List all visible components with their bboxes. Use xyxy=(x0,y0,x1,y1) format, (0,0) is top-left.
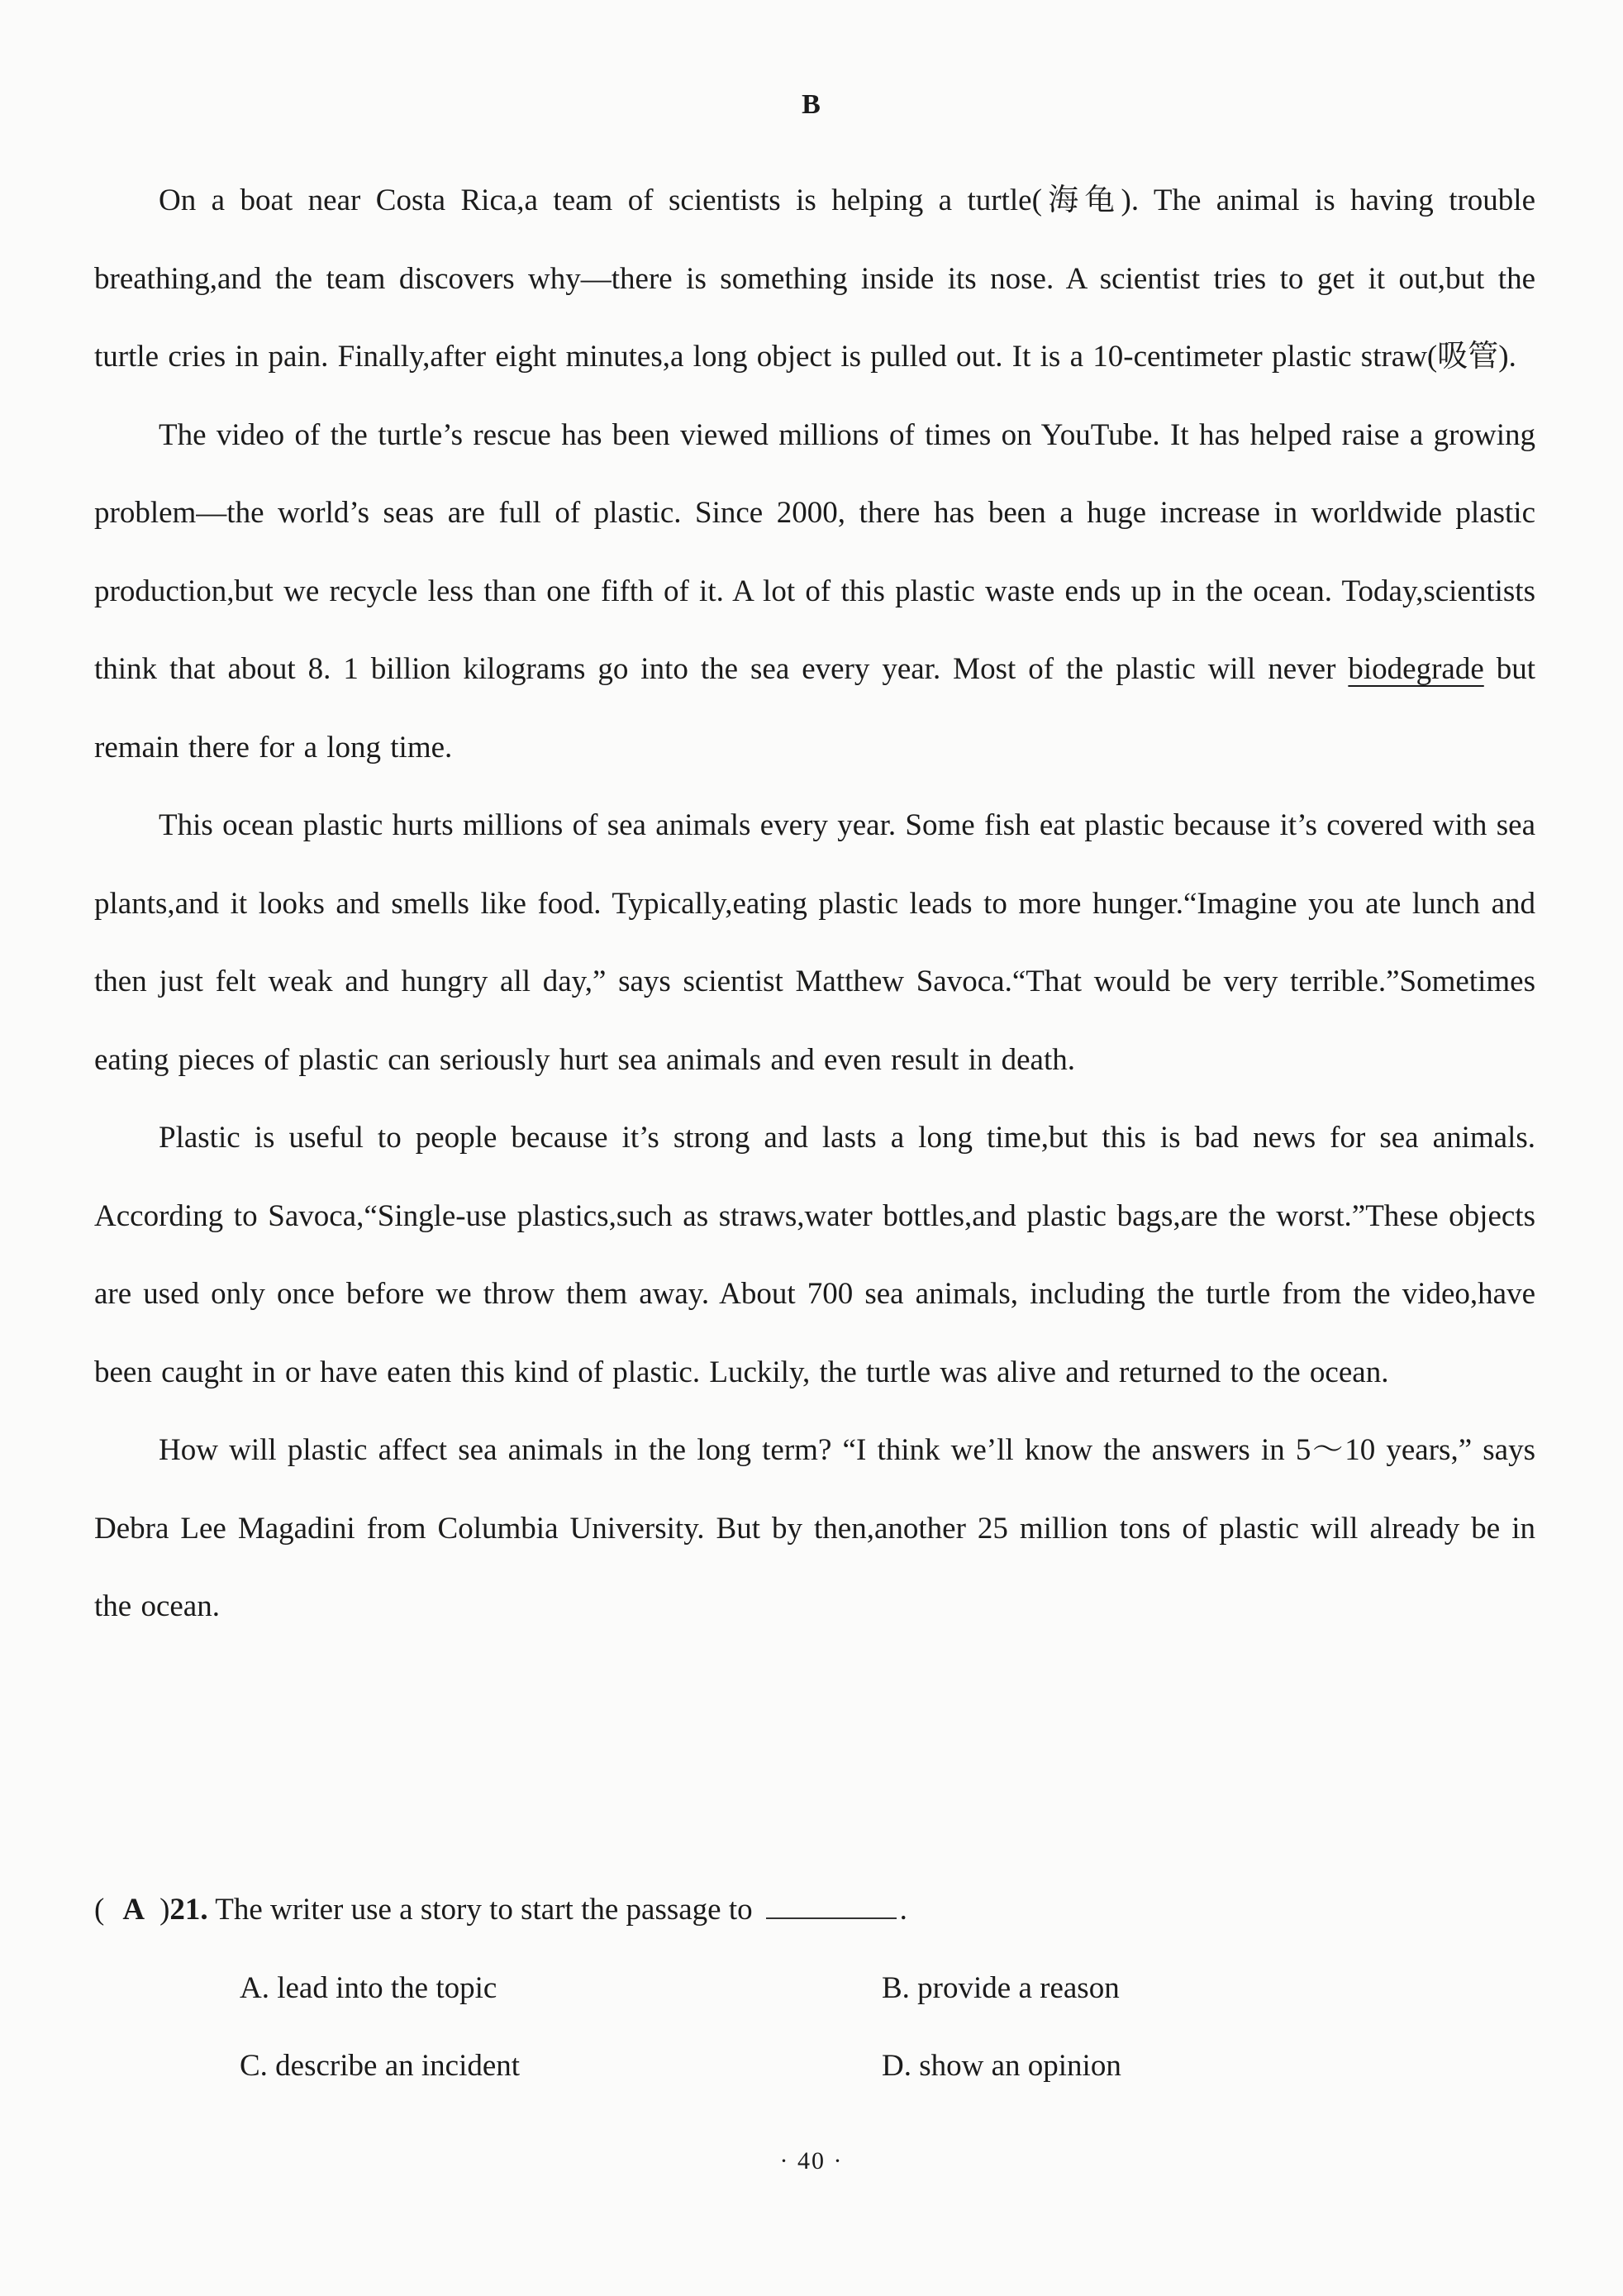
paragraph-1 xyxy=(94,162,1535,397)
paragraph-3 xyxy=(94,787,1535,1099)
paragraph-4-text: Plastic is useful to people because it’s strong and lasts a long time,but this is bad news for sea animals. According to Savoca,“Single-use plastics,such as straws,water bottles,and plastic bags,are the worst.”These objects are used only once before we throw them away. About 700 sea animals, including the turtle from the video,have been caught in or have eaten this kind of plastic. Luckily, the turtle was alive and returned to the ocean. xyxy=(94,1121,1535,1389)
underlined-word: biodegrade xyxy=(1348,652,1484,686)
reading-passage xyxy=(94,162,1535,1646)
question-text: The writer use a story to start the passage to xyxy=(215,1893,753,1927)
answer-options xyxy=(94,1950,1535,2106)
answer-blank xyxy=(766,1896,897,1919)
paragraph-5-text: How will plastic affect sea animals in the long term? “I think we’ll know the answers in 5〜10 years,” says Debra Lee Magadini from Columbia University. But by then,another 25 million tons of plastic will already be in the ocean. xyxy=(94,1433,1535,1623)
question-number: 21. xyxy=(169,1893,208,1927)
answer-open-paren: ( xyxy=(94,1893,105,1927)
option-b: B. provide a reason xyxy=(882,1970,1120,2005)
page-number: · 40 · xyxy=(779,2147,844,2175)
paragraph-3-text: This ocean plastic hurts millions of sea animals every year. Some fish eat plastic because it’s covered with sea plants,and it looks and smells like food. Typically,eating plastic leads to more hunger.“Imagine you ate lunch and then just felt weak and hungry all day,” says scientist Matthew Savoca.“That would be very terrible.”Sometimes eating pieces of plastic can seriously hurt sea animals and even result in death. xyxy=(94,808,1535,1077)
paragraph-2 xyxy=(94,397,1535,788)
answer-letter: A xyxy=(122,1893,145,1927)
paragraph-5 xyxy=(94,1412,1535,1646)
section-title: B xyxy=(802,89,821,120)
paragraph-1-text: On a boat near Costa Rica,a team of scientists is helping a turtle(海龟). The animal is having trouble breathing,and the team discovers why—there is something inside its nose. A scientist tries to get it out,but the turtle cries in pain. Finally,after eight minutes,a long object is pulled out. It is a 10-centimeter plastic straw(吸管). xyxy=(94,183,1535,374)
answer-close-paren: ) xyxy=(159,1893,170,1927)
paragraph-2-text-before: The video of the turtle’s rescue has been viewed millions of times on YouTube. It has helped raise a growing problem—the world’s seas are full of plastic. Since 2000, there has been a huge increase in worldwide plastic production,but we recycle less than one fifth of it. A lot of this plastic waste ends up in the ocean. Today,scientists think that about 8. 1 billion kilograms go into the sea every year. Most of the plastic will never xyxy=(94,417,1535,686)
question-period: . xyxy=(899,1893,907,1927)
option-d: D. show an opinion xyxy=(882,2048,1121,2083)
paragraph-4 xyxy=(94,1099,1535,1412)
option-a: A. lead into the topic xyxy=(240,1970,497,2005)
option-c: C. describe an incident xyxy=(240,2048,521,2083)
paragraph-2-text-after: but remain there for a long time. xyxy=(94,652,1535,765)
question-21 xyxy=(94,1871,1535,2106)
question-stem xyxy=(94,1871,1535,1950)
